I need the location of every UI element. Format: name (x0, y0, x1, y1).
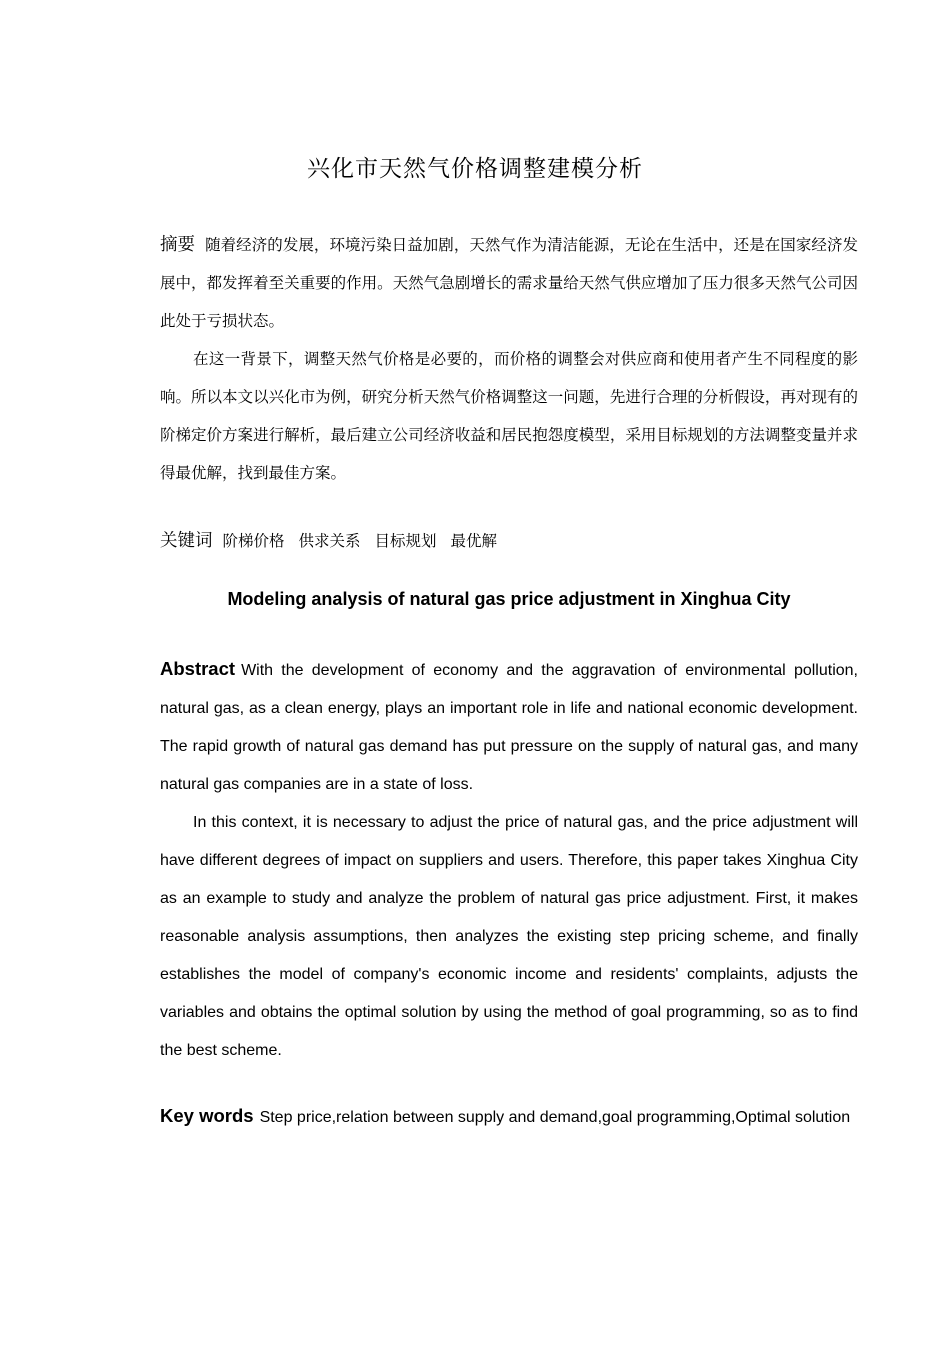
chinese-keyword: 最优解 (450, 532, 498, 550)
chinese-keyword: 目标规划 (374, 532, 437, 550)
english-keywords (160, 1097, 858, 1137)
english-keywords-paragraph (160, 1097, 858, 1137)
english-title: Modeling analysis of natural gas price adjustment in Xinghua City (227, 589, 791, 609)
english-abstract-text-1: With the development of economy and the aggravation of environmental pollution, natural gas, as a clean energy, plays an important role in life and national economic development. The rapid growth of natural gas demand has put pressure on the supply of natural gas, and many natural gas companies are in a state of loss. (160, 662, 858, 793)
english-keywords-text: Step price,relation between supply and demand,goal programming,Optimal solution (259, 1109, 851, 1126)
chinese-abstract-paragraph-2: 在这一背景下，调整天然气价格是必要的，而价格的调整会对供应商和使用者产生不同程度的影响。所以本文以兴化市为例，研究分析天然气价格调整这一问题，先进行合理的分析假设，再对现有的阶梯定价方案进行解析，最后建立公司经济收益和居民抱怨度模型，采用目标规划的方法调整变量并求得最优解，找到最佳方案。 (160, 350, 858, 482)
chinese-title: 兴化市天然气价格调整建模分析 (307, 156, 643, 182)
chinese-keywords (160, 522, 858, 560)
chinese-keywords-label: 关键词 (160, 531, 213, 551)
english-abstract-paragraph-2: In this context, it is necessary to adjust the price of natural gas, and the price adjustment will have different degrees of impact on suppliers and users. Therefore, this paper takes Xinghua City as an example to study and analyze the problem of natural gas price adjustment. First, it makes reasonable analysis assumptions, then analyzes the existing step pricing scheme, and finally establishes the model of company's economic income and residents' complaints, adjusts the variables and obtains the optimal solution by using the method of goal programming, so as to find the best scheme. (160, 814, 858, 1059)
english-abstract (160, 650, 858, 1070)
chinese-abstract-paragraph-1 (160, 226, 858, 340)
chinese-abstract-label: 摘要 (160, 235, 196, 255)
english-abstract-label: Abstract (160, 658, 236, 679)
chinese-keyword: 供求关系 (298, 532, 361, 550)
english-abstract-paragraph-1 (160, 650, 858, 804)
chinese-abstract-text-1: 随着经济的发展，环境污染日益加剧，天然气作为清洁能源，无论在生活中，还是在国家经济发展中，都发挥着至关重要的作用。天然气急剧增长的需求量给天然气供应增加了压力很多天然气公司因此处于亏损状态。 (160, 236, 858, 330)
chinese-keyword: 阶梯价格 (222, 532, 285, 550)
chinese-abstract (160, 226, 858, 492)
english-keywords-label: Key words (160, 1105, 254, 1126)
